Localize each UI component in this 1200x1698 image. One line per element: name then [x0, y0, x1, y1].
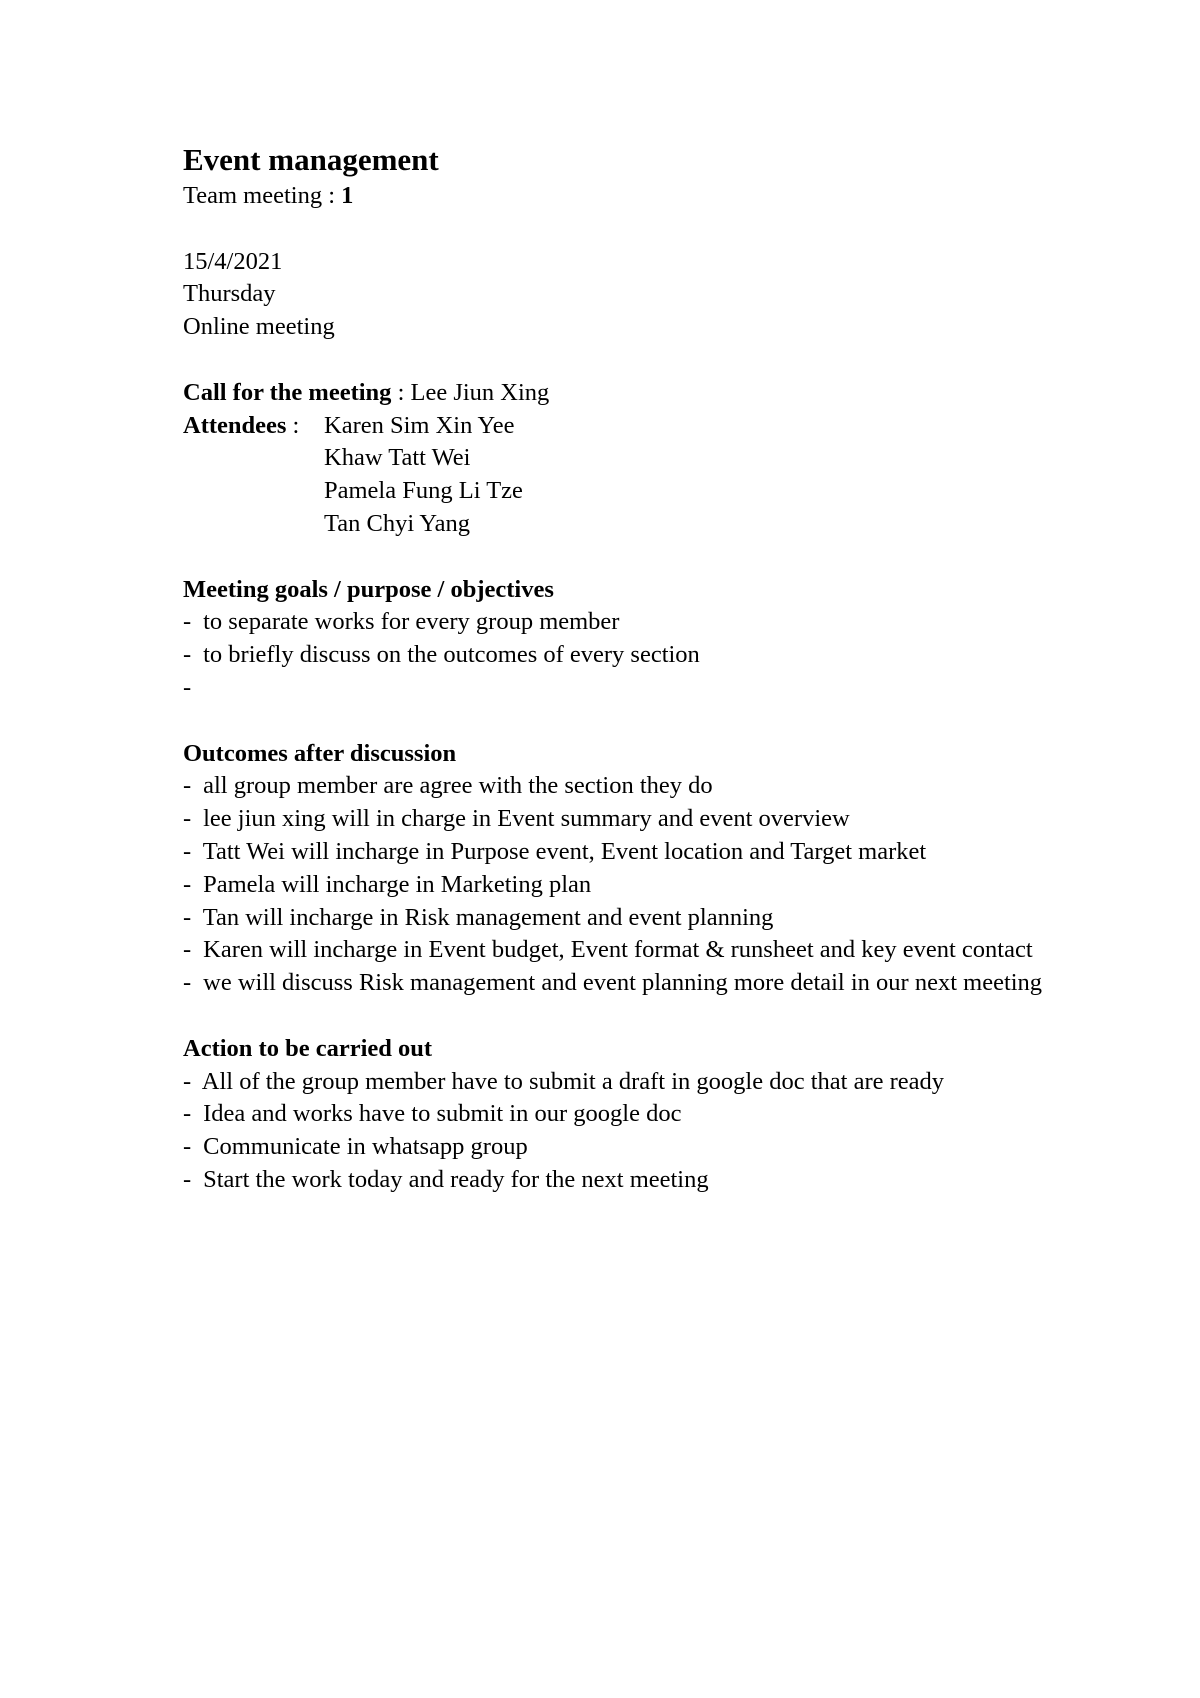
- document-title: Event management: [183, 142, 439, 177]
- outcomes-heading: Outcomes after discussion: [183, 739, 457, 767]
- attendees-separator: :: [286, 411, 300, 439]
- spacer: [183, 344, 1063, 377]
- outcomes-list: [183, 770, 1063, 1000]
- meeting-number: 1: [341, 182, 354, 209]
- list-item: - to briefly discuss on the outcomes of every section: [183, 641, 700, 669]
- list-item: - Idea and works have to submit in our google doc: [183, 1100, 682, 1128]
- attendees-list: [324, 410, 523, 541]
- meeting-label: Team meeting :: [183, 182, 342, 209]
- list-item: - Tatt Wei will incharge in Purpose event, Event location and Target market: [183, 837, 927, 865]
- document-content: [183, 140, 1063, 1197]
- spacer: [183, 705, 1063, 738]
- spacer: [183, 1000, 1063, 1033]
- call-label: Call for the meeting: [183, 378, 392, 406]
- attendees-label-col: [183, 410, 324, 541]
- list-item: -: [183, 673, 192, 701]
- list-item: - Tan will incharge in Risk management and event planning: [183, 903, 774, 931]
- attendee: Tan Chyi Yang: [324, 509, 470, 537]
- actions-list: [183, 1066, 1063, 1197]
- meeting-day: Thursday: [183, 280, 276, 308]
- meeting-number-line: [183, 180, 1063, 213]
- list-item: - lee jiun xing will in charge in Event summary and event overview: [183, 805, 850, 833]
- call-for-meeting-line: [183, 377, 1063, 410]
- attendee: Khaw Tatt Wei: [324, 444, 471, 472]
- actions-heading: Action to be carried out: [183, 1034, 433, 1062]
- list-item: - Karen will incharge in Event budget, Event format & runsheet and key event contact: [183, 936, 1033, 964]
- list-item: - to separate works for every group member: [183, 608, 620, 636]
- goals-list: [183, 606, 1063, 704]
- list-item: - all group member are agree with the section they do: [183, 772, 713, 800]
- attendees-block: [183, 410, 1063, 541]
- attendees-label: Attendees: [183, 411, 287, 439]
- attendee: Karen Sim Xin Yee: [324, 411, 515, 439]
- spacer: [183, 541, 1063, 574]
- list-item: - Start the work today and ready for the next meeting: [183, 1165, 709, 1193]
- list-item: - All of the group member have to submit a draft in google doc that are ready: [183, 1067, 945, 1095]
- list-item: - Communicate in whatsapp group: [183, 1133, 528, 1161]
- spacer: [183, 213, 1063, 246]
- meeting-mode: Online meeting: [183, 313, 335, 341]
- list-item: - Pamela will incharge in Marketing plan: [183, 870, 592, 898]
- list-item: - we will discuss Risk management and event planning more detail in our next meeting: [183, 969, 1043, 997]
- meeting-date: 15/4/2021: [183, 247, 283, 275]
- goals-heading: Meeting goals / purpose / objectives: [183, 575, 554, 603]
- call-separator: :: [391, 378, 411, 406]
- attendee: Pamela Fung Li Tze: [324, 477, 523, 505]
- call-value: Lee Jiun Xing: [410, 378, 550, 406]
